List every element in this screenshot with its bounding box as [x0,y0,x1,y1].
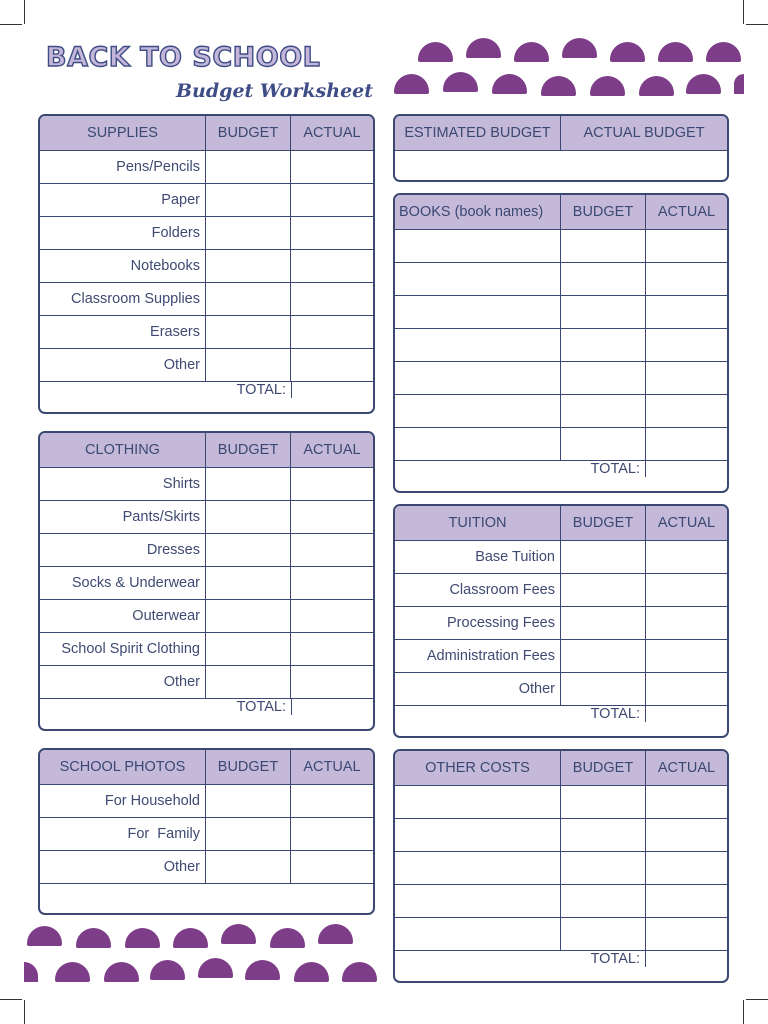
table-row [40,533,373,566]
cost-name-cell[interactable] [395,819,560,851]
actual-cell[interactable] [645,329,727,361]
actual-cell[interactable] [290,250,373,282]
table-row [40,315,373,348]
total-row [40,698,373,715]
actual-cell[interactable] [645,786,727,818]
actual-cell[interactable] [290,600,373,632]
item-label: Paper [161,192,200,208]
half-circle-icon [27,926,62,946]
budget-cell[interactable] [560,640,645,672]
table-row [395,818,727,851]
half-circle-icon [541,76,576,96]
table-header-row [40,116,373,150]
half-circle-icon [394,74,429,94]
page-title: BACK TO SCHOOL [46,42,321,73]
table-header-row [395,751,727,785]
table-header-row [40,433,373,467]
table-row [395,150,727,151]
budget-cell[interactable] [205,217,290,249]
item-label: For Household [104,793,200,809]
half-circle-icon [590,76,625,96]
budget-cell[interactable] [205,316,290,348]
supplies-table [38,114,375,414]
item-label: For Family [127,826,200,842]
budget-cell[interactable] [205,501,290,533]
actual-cell[interactable] [645,230,727,262]
table-row [395,639,727,672]
table-row [40,282,373,315]
table-row [395,328,727,361]
book-name-cell[interactable] [395,263,560,295]
item-label: Classroom Fees [449,582,555,598]
item-label: Administration Fees [426,648,555,664]
budget-cell[interactable] [205,468,290,500]
item-label: Erasers [150,324,200,340]
table-row [395,672,727,705]
half-circle-icon [221,924,256,944]
clothing-heading: CLOTHING [85,442,160,458]
crop-mark-bottom-left-h [0,999,22,1000]
actual-column-header: ACTUAL [645,195,727,229]
actual-cell[interactable] [290,316,373,348]
table-row [40,467,373,500]
budget-summary-table [393,114,729,182]
table-row [40,632,373,665]
cost-name-cell[interactable] [395,786,560,818]
total-label: TOTAL: [236,699,286,715]
table-header-row [40,750,373,784]
crop-mark-top-right-h [746,24,768,25]
table-row [395,229,727,262]
total-actual-cell[interactable] [645,461,727,477]
budget-cell[interactable] [560,852,645,884]
book-name-cell[interactable] [395,329,560,361]
cost-name-cell[interactable] [395,885,560,917]
actual-cell[interactable] [645,607,727,639]
actual-cell[interactable] [290,217,373,249]
budget-cell[interactable] [560,263,645,295]
table-row [395,394,727,427]
total-actual-cell[interactable] [645,951,727,967]
table-row [40,500,373,533]
budget-cell[interactable] [205,818,290,850]
actual-cell[interactable] [645,541,727,573]
item-label: School Spirit Clothing [61,641,200,657]
total-label: TOTAL: [236,382,286,398]
actual-cell[interactable] [645,574,727,606]
budget-cell[interactable] [205,534,290,566]
half-circle-icon [562,38,597,58]
budget-cell[interactable] [560,362,645,394]
item-label: Classroom Supplies [71,291,200,307]
item-label: Pants/Skirts [122,509,200,525]
budget-cell[interactable] [205,184,290,216]
budget-cell[interactable] [560,329,645,361]
table-row [40,183,373,216]
actual-cell[interactable] [290,468,373,500]
actual-column-header: ACTUAL [290,750,373,784]
estimated-budget-header: ESTIMATED BUDGET [404,125,551,141]
budget-cell[interactable] [560,885,645,917]
table-row [395,573,727,606]
table-row [40,150,373,183]
half-circle-icon [245,960,280,980]
actual-cell[interactable] [645,885,727,917]
budget-cell[interactable] [205,283,290,315]
crop-mark-bottom-left-v [24,1000,25,1024]
total-row [395,460,727,477]
school-photos-table [38,748,375,915]
actual-cell[interactable] [290,184,373,216]
item-label: Outerwear [132,608,200,624]
budget-cell[interactable] [560,819,645,851]
table-row [395,606,727,639]
table-row [395,295,727,328]
total-label: TOTAL: [590,706,640,722]
budget-cell[interactable] [560,230,645,262]
table-row [395,427,727,460]
item-label: Base Tuition [475,549,555,565]
budget-cell[interactable] [560,607,645,639]
table-row [40,566,373,599]
budget-column-header: BUDGET [560,751,645,785]
table-row [40,216,373,249]
budget-cell[interactable] [560,574,645,606]
total-actual-cell[interactable] [291,382,373,398]
actual-cell[interactable] [290,567,373,599]
budget-cell[interactable] [560,395,645,427]
book-name-cell[interactable] [395,362,560,394]
actual-cell[interactable] [645,918,727,950]
total-label: TOTAL: [590,461,640,477]
budget-cell[interactable] [560,541,645,573]
budget-cell[interactable] [205,785,290,817]
item-label: Other [163,859,200,875]
half-circle-icon [466,38,501,58]
budget-cell[interactable] [560,428,645,460]
budget-column-header: BUDGET [205,116,290,150]
budget-cell[interactable] [205,151,290,183]
actual-cell[interactable] [645,296,727,328]
item-label: Other [163,674,200,690]
half-circle-icon [443,72,478,92]
half-circle-icon [706,42,741,62]
tuition-table [393,504,729,738]
crop-mark-top-left-v [24,0,25,24]
actual-cell[interactable] [290,633,373,665]
actual-budget-header: ACTUAL BUDGET [560,116,727,150]
half-circle-icon [173,928,208,948]
budget-column-header: BUDGET [560,195,645,229]
crop-mark-bottom-right-h [746,999,768,1000]
table-row [395,917,727,950]
half-circle-icon [76,928,111,948]
item-label: Socks & Underwear [71,575,200,591]
budget-cell[interactable] [560,786,645,818]
actual-cell[interactable] [290,534,373,566]
item-label: Other [518,681,555,697]
half-circle-icon [418,42,453,62]
table-row [395,785,727,818]
table-row [40,784,373,817]
budget-column-header: BUDGET [560,506,645,540]
half-circle-icon [318,924,353,944]
half-circle-icon [24,962,38,982]
budget-cell[interactable] [205,666,290,698]
budget-cell[interactable] [205,567,290,599]
actual-cell[interactable] [645,640,727,672]
actual-column-header: ACTUAL [645,506,727,540]
budget-column-header: BUDGET [205,433,290,467]
actual-cell[interactable] [290,151,373,183]
actual-cell[interactable] [645,263,727,295]
half-circle-icon [686,74,721,94]
half-circle-icon [294,962,329,982]
table-row [40,249,373,282]
books-heading: BOOKS (book names) [399,204,544,220]
half-circle-icon [492,74,527,94]
crop-mark-top-left-h [0,24,22,25]
table-row [40,817,373,850]
total-row [40,381,373,398]
cost-name-cell[interactable] [395,918,560,950]
budget-cell[interactable] [560,673,645,705]
table-header-row [395,506,727,540]
actual-column-header: ACTUAL [290,433,373,467]
half-circle-icon [639,76,674,96]
book-name-cell[interactable] [395,296,560,328]
school-photos-heading: SCHOOL PHOTOS [59,759,186,775]
half-circle-icon [198,958,233,978]
page-subtitle: Budget Worksheet [176,80,374,102]
item-label: Dresses [146,542,200,558]
table-row [395,262,727,295]
other-costs-table [393,749,729,983]
actual-column-header: ACTUAL [290,116,373,150]
half-circle-icon [734,74,744,94]
budget-cell[interactable] [560,918,645,950]
actual-cell[interactable] [645,852,727,884]
book-name-cell[interactable] [395,230,560,262]
book-name-cell[interactable] [395,395,560,427]
actual-column-header: ACTUAL [645,751,727,785]
total-actual-cell[interactable] [291,699,373,715]
book-name-cell[interactable] [395,428,560,460]
total-row [395,950,727,967]
table-row [40,348,373,381]
table-row [40,599,373,632]
half-circle-icon [125,928,160,948]
budget-cell[interactable] [205,250,290,282]
half-circle-icon [104,962,139,982]
actual-cell[interactable] [290,851,373,883]
total-actual-cell[interactable] [645,706,727,722]
clothing-table [38,431,375,731]
item-label: Folders [151,225,200,241]
half-circle-icon [610,42,645,62]
half-circle-icon [342,962,377,982]
budget-cell[interactable] [205,633,290,665]
actual-cell[interactable] [645,395,727,427]
actual-cell[interactable] [290,785,373,817]
half-circle-icon [514,42,549,62]
actual-cell[interactable] [290,349,373,381]
actual-cell[interactable] [290,818,373,850]
budget-cell[interactable] [205,349,290,381]
item-label: Notebooks [130,258,200,274]
budget-cell[interactable] [560,296,645,328]
half-circle-icon [658,42,693,62]
table-row [395,884,727,917]
actual-cell[interactable] [290,666,373,698]
budget-cell[interactable] [205,851,290,883]
table-row [40,665,373,698]
supplies-heading: SUPPLIES [87,125,158,141]
actual-cell[interactable] [645,819,727,851]
table-row [40,850,373,883]
table-row [395,851,727,884]
tuition-heading: TUITION [448,515,507,531]
budget-column-header: BUDGET [205,750,290,784]
crop-mark-top-right-v [743,0,744,24]
actual-cell[interactable] [290,501,373,533]
actual-cell[interactable] [645,362,727,394]
table-header-row [395,195,727,229]
actual-cell[interactable] [645,673,727,705]
total-row [395,705,727,722]
item-label: Other [163,357,200,373]
crop-mark-bottom-right-v [743,1000,744,1024]
half-circle-icon [270,928,305,948]
item-label: Processing Fees [447,615,555,631]
budget-cell[interactable] [205,600,290,632]
total-label: TOTAL: [590,951,640,967]
item-label: Shirts [162,476,200,492]
other-costs-heading: OTHER COSTS [425,760,530,776]
table-row [40,883,373,884]
cost-name-cell[interactable] [395,852,560,884]
books-table [393,193,729,493]
half-circle-icon [55,962,90,982]
table-row [395,361,727,394]
table-row [395,540,727,573]
actual-cell[interactable] [645,428,727,460]
item-label: Pens/Pencils [116,159,200,175]
actual-cell[interactable] [290,283,373,315]
table-header-row [395,116,727,150]
half-circle-icon [150,960,185,980]
